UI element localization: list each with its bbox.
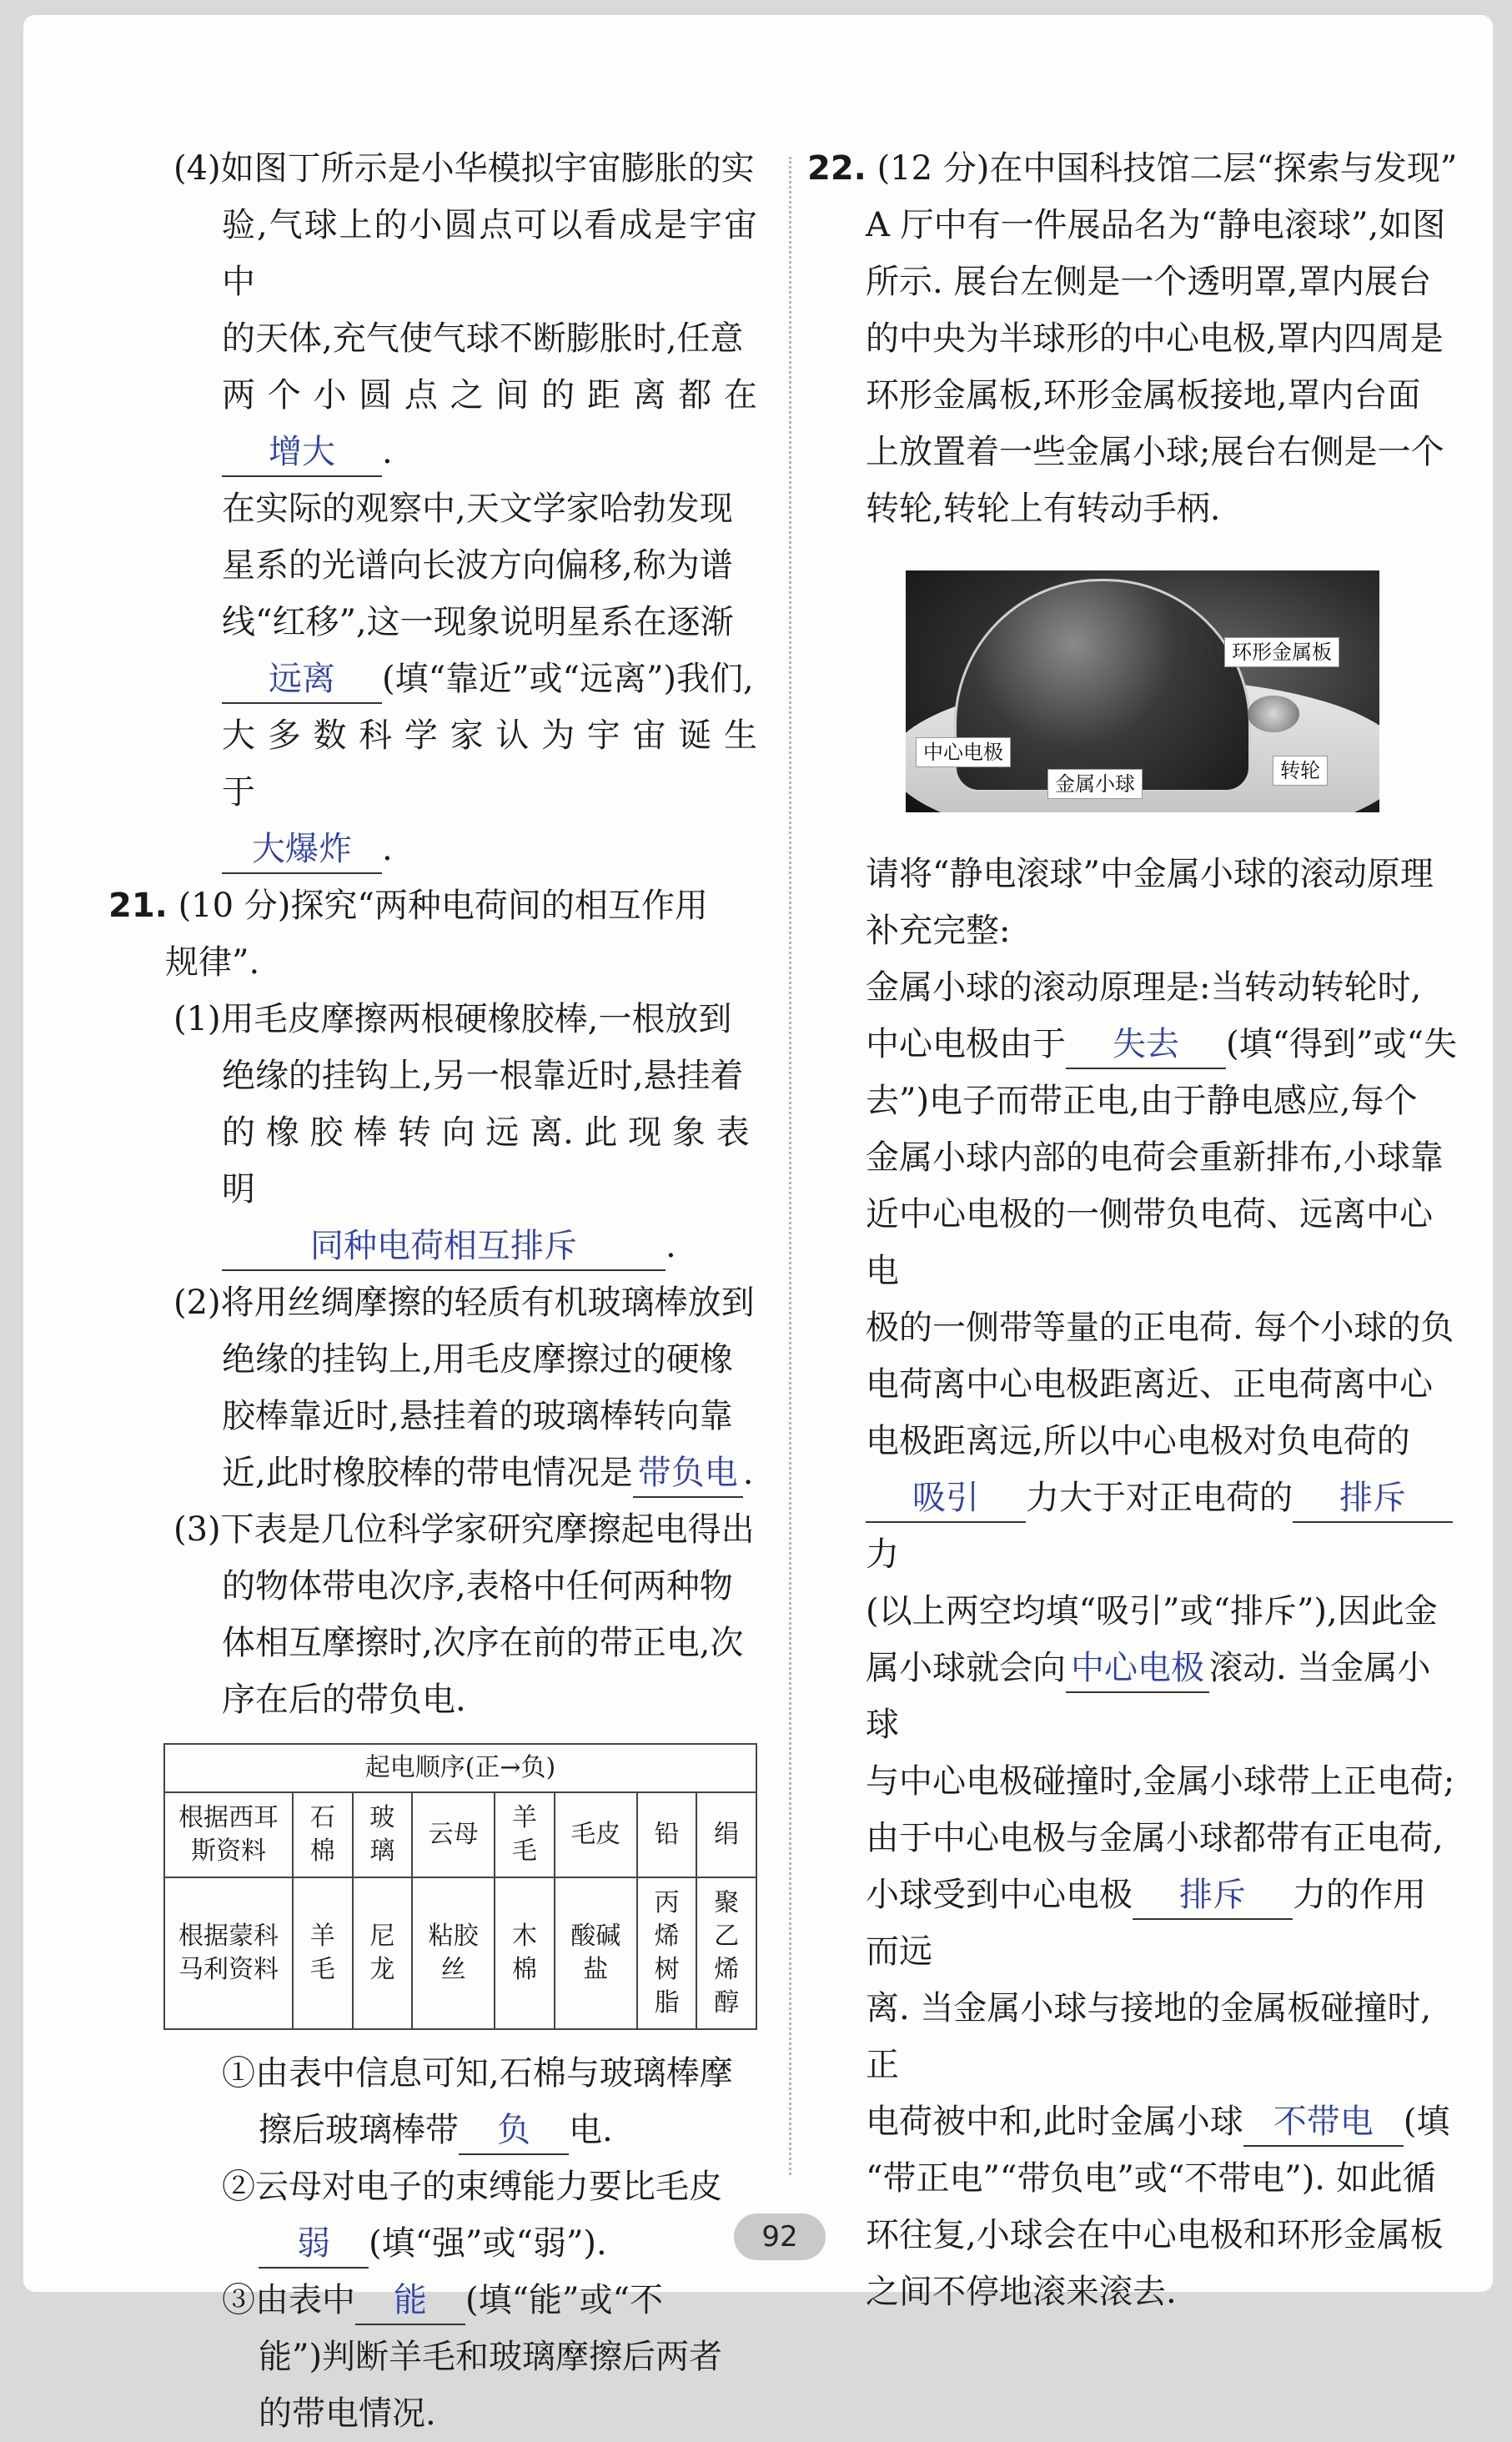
text-span: (填“能”或“不 — [465, 2281, 663, 2319]
answer-blank[interactable]: 负 — [459, 2107, 569, 2155]
text-line: 与中心电极碰撞时,金属小球带上正电荷; — [866, 1762, 1455, 1801]
table-cell-line: 丙烯 — [654, 1888, 680, 1951]
text-line — [866, 1867, 1458, 1980]
text-span: 电荷被中和,此时金属小球 — [866, 2103, 1243, 2141]
text-span: 电. — [569, 2111, 613, 2149]
table-cell: 云母 — [412, 1792, 495, 1877]
charge-sequence-table — [163, 1743, 757, 2030]
text-line — [866, 1640, 1458, 1753]
text-line — [866, 2093, 1458, 2150]
text-line: 大 多 数 科 学 家 认 为 宇 宙 诞 生 于 — [222, 716, 757, 811]
label-metal-ball: 金属小球 — [1047, 769, 1143, 799]
table-cell-line: 聚乙 — [714, 1888, 740, 1951]
table-cell: 尼龙 — [353, 1877, 413, 2029]
text-line: 电极距离远,所以中心电极对负电荷的 — [866, 1422, 1410, 1460]
page — [23, 15, 1493, 2433]
label-center-electrode: 中心电极 — [916, 737, 1011, 767]
text-line: 的带电情况. — [259, 2394, 436, 2433]
text-line — [866, 1470, 1458, 1583]
answer-blank[interactable]: 增大 — [222, 429, 382, 477]
text-line: (3)下表是几位科学家研究摩擦起电得出 — [173, 1510, 755, 1549]
answer-blank[interactable]: 同种电荷相互排斥 — [222, 1223, 666, 1271]
text-line — [148, 1218, 757, 1274]
answer-blank[interactable]: 中心电极 — [1066, 1645, 1209, 1693]
text-line: 补充完整: — [866, 912, 1011, 950]
text-span: 力 — [866, 1535, 899, 1574]
table-cell-line: 树脂 — [654, 1955, 680, 2017]
text-span: 力的作用而远 — [866, 1876, 1426, 1971]
text-line: 绝缘的挂钩上,另一根靠近时,悬挂着 — [222, 1057, 744, 1095]
text-line: 由于中心电极与金属小球都带有正电荷, — [866, 1819, 1444, 1857]
text-line — [108, 877, 757, 934]
text-line: A 厅中有一件展品名为“静电滚球”,如图 — [866, 206, 1446, 244]
text-span: 力大于对正电荷的 — [1026, 1479, 1293, 1517]
q20-part4 — [148, 140, 757, 877]
text-line: 绝缘的挂钩上,用毛皮摩擦过的硬橡 — [222, 1340, 733, 1379]
table-cell: 粘胶丝 — [412, 1877, 495, 2029]
answer-blank[interactable]: 不带电 — [1243, 2098, 1404, 2147]
row-label-line: 斯资料 — [191, 1837, 266, 1866]
answer-blank[interactable]: 带负电 — [633, 1450, 743, 1498]
question-number: 21. — [108, 887, 168, 925]
answer-blank[interactable]: 失去 — [1066, 1021, 1226, 1069]
text-span: (填 — [1403, 2103, 1450, 2141]
row-label — [164, 1792, 293, 1877]
text-line — [148, 2272, 757, 2329]
text-line: (2)将用丝绸摩擦的轻质有机玻璃棒放到 — [173, 1284, 755, 1322]
table-cell: 铅 — [637, 1792, 697, 1877]
text-line: 线“红移”,这一现象说明星系在逐渐 — [222, 603, 734, 641]
text-line — [148, 1445, 757, 1501]
text-span: (10 分)探究“两种电荷间的相互作用 — [178, 887, 708, 925]
text-span: 小球受到中心电极 — [866, 1876, 1133, 1914]
text-line: ②云母对电子的束缚能力要比毛皮 — [222, 2168, 722, 2206]
text-line: 转轮,转轮上有转动手柄. — [866, 490, 1221, 528]
page-number: 92 — [734, 2213, 826, 2260]
table-cell: 绢 — [696, 1792, 756, 1877]
text-line: (以上两空均填“吸引”或“排斥”),因此金 — [866, 1592, 1438, 1631]
text-line: 能”)判断羊毛和玻璃摩擦后两者 — [259, 2338, 723, 2376]
answer-blank[interactable]: 大爆炸 — [222, 826, 382, 874]
right-column — [807, 140, 1458, 2320]
text-line: 电荷离中心电极距离近、正电荷离中心 — [866, 1365, 1433, 1404]
text-span: . — [742, 1454, 754, 1492]
text-span: . — [666, 1227, 676, 1265]
row-label-line: 马利资料 — [178, 1955, 279, 1984]
row-label — [164, 1877, 293, 2029]
text-line: (4)如图丁所示是小华模拟宇宙膨胀的实 — [173, 149, 755, 188]
text-span: 擦后玻璃棒带 — [259, 2111, 459, 2149]
text-line: 金属小球的滚动原理是:当转动转轮时, — [866, 968, 1422, 1007]
answer-blank[interactable]: 吸引 — [866, 1475, 1026, 1523]
text-span: 属小球就会向 — [866, 1649, 1066, 1687]
text-line: 的天体,充气使气球不断膨胀时,任意 — [222, 319, 744, 358]
question-number: 22. — [807, 149, 867, 188]
text-span: ③由表中 — [222, 2281, 355, 2319]
text-line: 的中央为半球形的中心电极,罩内四周是 — [866, 319, 1444, 358]
table-header: 起电顺序(正→负) — [164, 1744, 756, 1792]
answer-blank[interactable]: 能 — [355, 2277, 465, 2325]
left-column — [108, 140, 757, 2442]
text-line: 的物体带电次序,表格中任何两种物 — [222, 1567, 733, 1605]
text-line: 序在后的带负电. — [222, 1681, 466, 1719]
text-span: (填“得到”或“失 — [1226, 1025, 1457, 1063]
row-label-line: 根据西耳 — [178, 1803, 279, 1832]
text-line: 的 橡 胶 棒 转 向 远 离. 此 现 象 表 明 — [222, 1113, 750, 1208]
text-line: 胶棒靠近时,悬挂着的玻璃棒转向靠 — [222, 1397, 733, 1435]
row-label-line: 根据蒙科 — [178, 1922, 279, 1951]
text-line: 星系的光谱向长波方向偏移,称为谱 — [222, 546, 733, 585]
text-line: “带正电”“带负电”或“不带电”). 如此循 — [866, 2159, 1436, 2198]
table-cell — [637, 1877, 697, 2029]
text-line: 极的一侧带等量的正电荷. 每个小球的负 — [866, 1309, 1454, 1347]
text-span: . — [382, 830, 393, 868]
question-22 — [807, 140, 1458, 197]
table-cell: 石棉 — [293, 1792, 353, 1877]
answer-blank[interactable]: 远离 — [222, 656, 382, 704]
table-cell: 羊毛 — [495, 1792, 555, 1877]
text-line: 在实际的观察中,天文学家哈勃发现 — [222, 490, 733, 528]
text-span: (填“靠近”或“远离”)我们, — [382, 660, 754, 698]
text-line: 所示. 展台左侧是一个透明罩,罩内展台 — [866, 263, 1432, 301]
text-line: 环往复,小球会在中心电极和环形金属板 — [866, 2216, 1444, 2254]
question-21 — [108, 877, 757, 991]
text-span: . — [382, 433, 393, 471]
text-line — [148, 2102, 757, 2158]
text-line: 之间不停地滚来滚去. — [866, 2273, 1177, 2311]
table-header-row — [164, 1744, 756, 1792]
text-span: 中心电极由于 — [866, 1025, 1066, 1063]
text-span: 滚动. 当金属小球 — [866, 1649, 1431, 1744]
text-line — [866, 1016, 1458, 1073]
table-row — [164, 1792, 756, 1877]
text-line: ①由表中信息可知,石棉与玻璃棒摩 — [222, 2054, 733, 2093]
text-line: 离. 当金属小球与接地的金属板碰撞时,正 — [866, 1989, 1432, 2084]
table-cell-line: 烯醇 — [714, 1955, 740, 2017]
text-span: 两个小圆点之间的距离都在 — [222, 376, 757, 415]
text-line: 上放置着一些金属小球;展台右侧是一个 — [866, 433, 1444, 471]
table-cell: 毛皮 — [555, 1792, 637, 1877]
text-line — [148, 821, 757, 877]
answer-blank[interactable]: 排斥 — [1133, 1872, 1293, 1920]
text-span: (填“强”或“弱”). — [369, 2224, 607, 2263]
text-line — [148, 367, 757, 480]
rotating-wheel — [1248, 696, 1299, 732]
text-line: 金属小球内部的电荷会重新排布,小球靠 — [866, 1138, 1444, 1177]
text-line — [807, 140, 1458, 197]
label-wheel: 转轮 — [1273, 756, 1328, 786]
table-cell: 玻璃 — [353, 1792, 413, 1877]
exhibit-photo — [906, 570, 1379, 812]
text-line — [148, 651, 757, 707]
answer-blank[interactable]: 弱 — [259, 2220, 369, 2269]
table-cell — [696, 1877, 756, 2029]
text-span: (12 分)在中国科技馆二层“探索与发现” — [877, 149, 1458, 188]
text-line: 请将“静电滚球”中金属小球的滚动原理 — [866, 855, 1434, 893]
text-line: 近中心电极的一侧带负电荷、远离中心电 — [866, 1195, 1433, 1290]
column-divider — [789, 157, 791, 2175]
text-line: 验,气球上的小圆点可以看成是宇宙中 — [222, 206, 757, 301]
table-cell: 酸碱盐 — [555, 1877, 637, 2029]
text-line: (1)用毛皮摩擦两根硬橡胶棒,一根放到 — [173, 1000, 732, 1038]
answer-blank[interactable]: 排斥 — [1293, 1475, 1453, 1523]
table-cell: 羊毛 — [293, 1877, 353, 2029]
text-line: 去”)电子而带正电,由于静电感应,每个 — [866, 1082, 1418, 1120]
text-line — [148, 2215, 757, 2272]
label-ring-plate: 环形金属板 — [1224, 637, 1339, 667]
text-line: 规律”. — [165, 943, 260, 982]
text-line: 环形金属板,环形金属板接地,罩内台面 — [866, 376, 1421, 415]
text-line: 体相互摩擦时,次序在前的带正电,次 — [222, 1624, 744, 1662]
table-cell: 木棉 — [495, 1877, 555, 2029]
table-row — [164, 1877, 756, 2029]
text-span: 近,此时橡胶棒的带电情况是 — [222, 1454, 633, 1492]
